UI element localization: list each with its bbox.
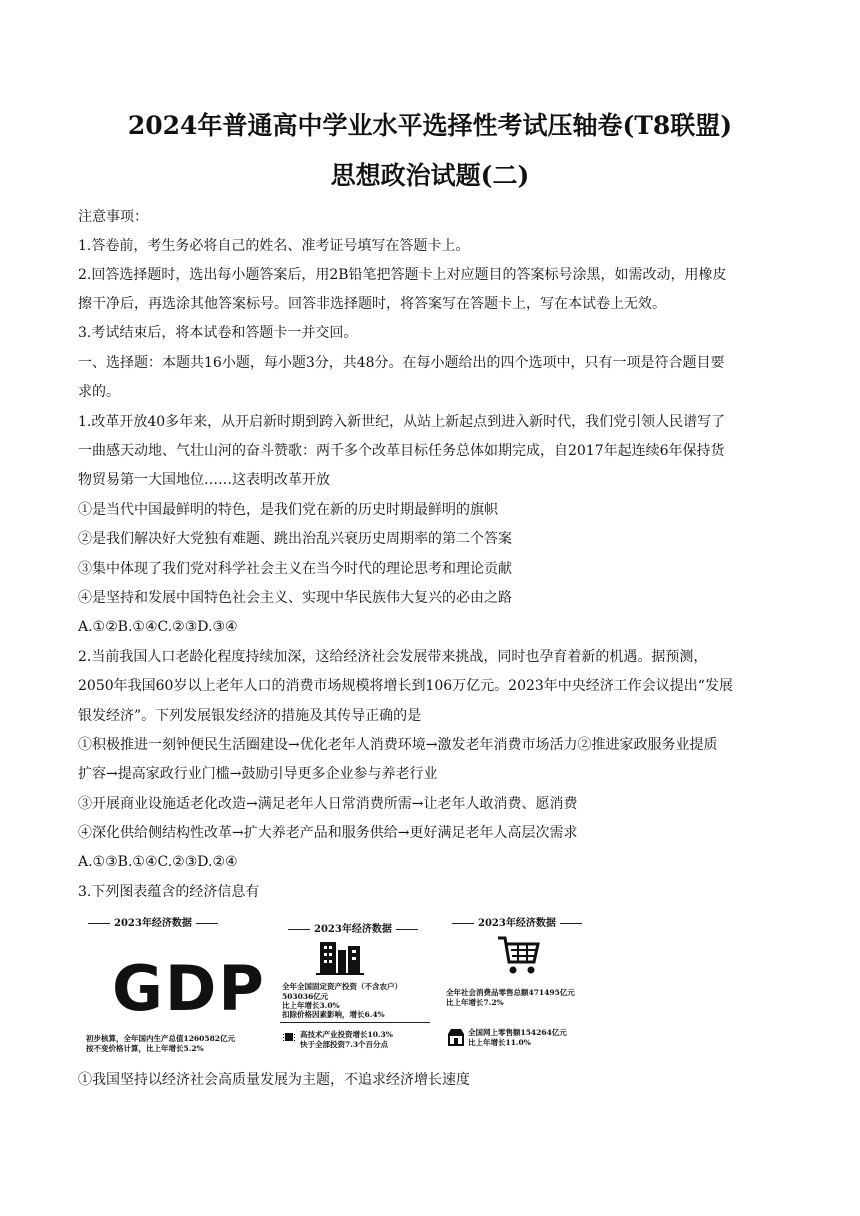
q1-options: A.①②B.①④C.②③D.③④ xyxy=(78,619,238,635)
investment-line-5: 高技术产业投资增长10.3% xyxy=(300,1030,393,1039)
retail-panel xyxy=(444,912,604,1058)
exam-title: 2024年普通高中学业水平选择性考试压轴卷(T8联盟) xyxy=(127,111,733,140)
investment-panel-heading-text: 2023年经济数据 xyxy=(314,924,392,935)
building-icon xyxy=(316,936,364,976)
retail-panel-heading-text: 2023年经济数据 xyxy=(478,918,556,929)
investment-line-4: 扣除价格因素影响，增长6.4% xyxy=(282,1010,385,1019)
investment-line-1: 全年全国固定资产投资（不含农户） xyxy=(282,982,402,991)
q2-stem-a: 2.当前我国人口老龄化程度持续加深，这给经济社会发展带来挑战，同时也孕育着新的机遇。据预测， xyxy=(78,649,708,665)
q1-item-2: ②是我们解决好大党独有难题、跳出治乱兴衰历史周期率的第二个答案 xyxy=(78,531,512,547)
gdp-panel-heading xyxy=(84,914,222,929)
q2-stem-c: 银发经济”。下列发展银发经济的措施及其传导正确的是 xyxy=(78,708,422,724)
q1-item-3: ③集中体现了我们党对科学社会主义在当今时代的理论思考和理论贡献 xyxy=(78,561,512,577)
chip-icon xyxy=(282,1030,296,1044)
investment-separator xyxy=(280,1022,430,1023)
section-heading-a: 一、选择题：本题共16小题，每小题3分，共48分。在每小题给出的四个选项中，只有一项是符合题目要 xyxy=(78,355,725,371)
retail-panel-heading xyxy=(448,914,586,929)
notice-1: 1.答卷前，考生务必将自己的姓名、准考证号填写在答题卡上。 xyxy=(78,238,470,254)
q3-stem: 3.下列图表蕴含的经济信息有 xyxy=(78,884,260,900)
q2-options: A.①③B.①④C.②③D.②④ xyxy=(78,854,238,870)
notice-2a: 2.回答选择题时，选出每小题答案后，用2B铅笔把答题卡上对应题目的答案标号涂黑，如需改动，用橡皮 xyxy=(78,267,727,283)
q2-item-3: ③开展商业设施适老化改造→满足老年人日常消费所需→让老年人敢消费、愿消费 xyxy=(78,796,578,812)
investment-line-3: 比上年增长3.0% xyxy=(282,1001,340,1010)
q2-stem-b: 2050年我国60岁以上老年人口的消费市场规模将增长到106万亿元。2023年中央经济工作会议提出“发展 xyxy=(78,678,733,694)
shopping-cart-icon xyxy=(496,934,542,976)
retail-line-3: 全国网上零售额154264亿元 xyxy=(468,1028,567,1037)
q1-stem-c: 物贸易第一大国地位……这表明改革开放 xyxy=(78,472,330,488)
q2-item-2b: 扩容→提高家政行业门槛→鼓励引导更多企业参与养老行业 xyxy=(78,766,438,782)
q1-stem-a: 1.改革开放40多年来，从开启新时期到跨入新世纪，从站上新起点到进入新时代，我们党引领人民谱写了 xyxy=(78,414,726,430)
notice-3: 3.考试结束后，将本试卷和答题卡一并交回。 xyxy=(78,325,358,341)
gdp-panel-heading-text: 2023年经济数据 xyxy=(114,918,192,929)
q1-item-1: ①是当代中国最鲜明的特色，是我们党在新的历史时期最鲜明的旗帜 xyxy=(78,502,498,518)
retail-line-4: 比上年增长11.0% xyxy=(468,1038,531,1047)
q2-item-1-2a: ①积极推进一刻钟便民生活圈建设→优化老年人消费环境→激发老年消费市场活力②推进家政服务业提质 xyxy=(78,737,718,753)
q1-stem-b: 一曲感天动地、气壮山河的奋斗赞歌：两千多个改革目标任务总体如期完成，自2017年起连续6年保持货 xyxy=(78,443,725,459)
q2-item-4: ④深化供给侧结构性改革→扩大养老产品和服务供给→更好满足老年人高层次需求 xyxy=(78,825,578,841)
investment-panel xyxy=(280,912,430,1058)
retail-line-1: 全年社会消费品零售总额471495亿元 xyxy=(446,988,575,997)
gdp-note-1: 初步核算，全年国内生产总值1260582亿元 xyxy=(86,1034,236,1043)
notice-heading: 注意事项： xyxy=(78,209,148,225)
online-shop-icon xyxy=(446,1028,466,1046)
retail-line-2: 比上年增长7.2% xyxy=(446,998,504,1007)
gdp-note-2: 按不变价格计算，比上年增长5.2% xyxy=(86,1044,204,1053)
notice-2b: 擦干净后，再选涂其他答案标号。回答非选择题时，将答案写在答题卡上，写在本试卷上无效。 xyxy=(78,296,666,312)
investment-panel-heading xyxy=(284,920,422,935)
economic-data-figure xyxy=(82,912,602,1058)
gdp-label: GDP xyxy=(112,952,266,1025)
gdp-panel xyxy=(82,912,266,1058)
investment-line-2: 503036亿元 xyxy=(282,992,329,1001)
exam-subtitle: 思想政治试题(二) xyxy=(330,161,530,190)
q1-item-4: ④是坚持和发展中国特色社会主义、实现中华民族伟大复兴的必由之路 xyxy=(78,590,512,606)
investment-line-6: 快于全部投资7.3个百分点 xyxy=(300,1040,389,1049)
section-heading-b: 求的。 xyxy=(78,384,120,400)
q3-item-1: ①我国坚持以经济社会高质量发展为主题，不追求经济增长速度 xyxy=(78,1072,470,1088)
